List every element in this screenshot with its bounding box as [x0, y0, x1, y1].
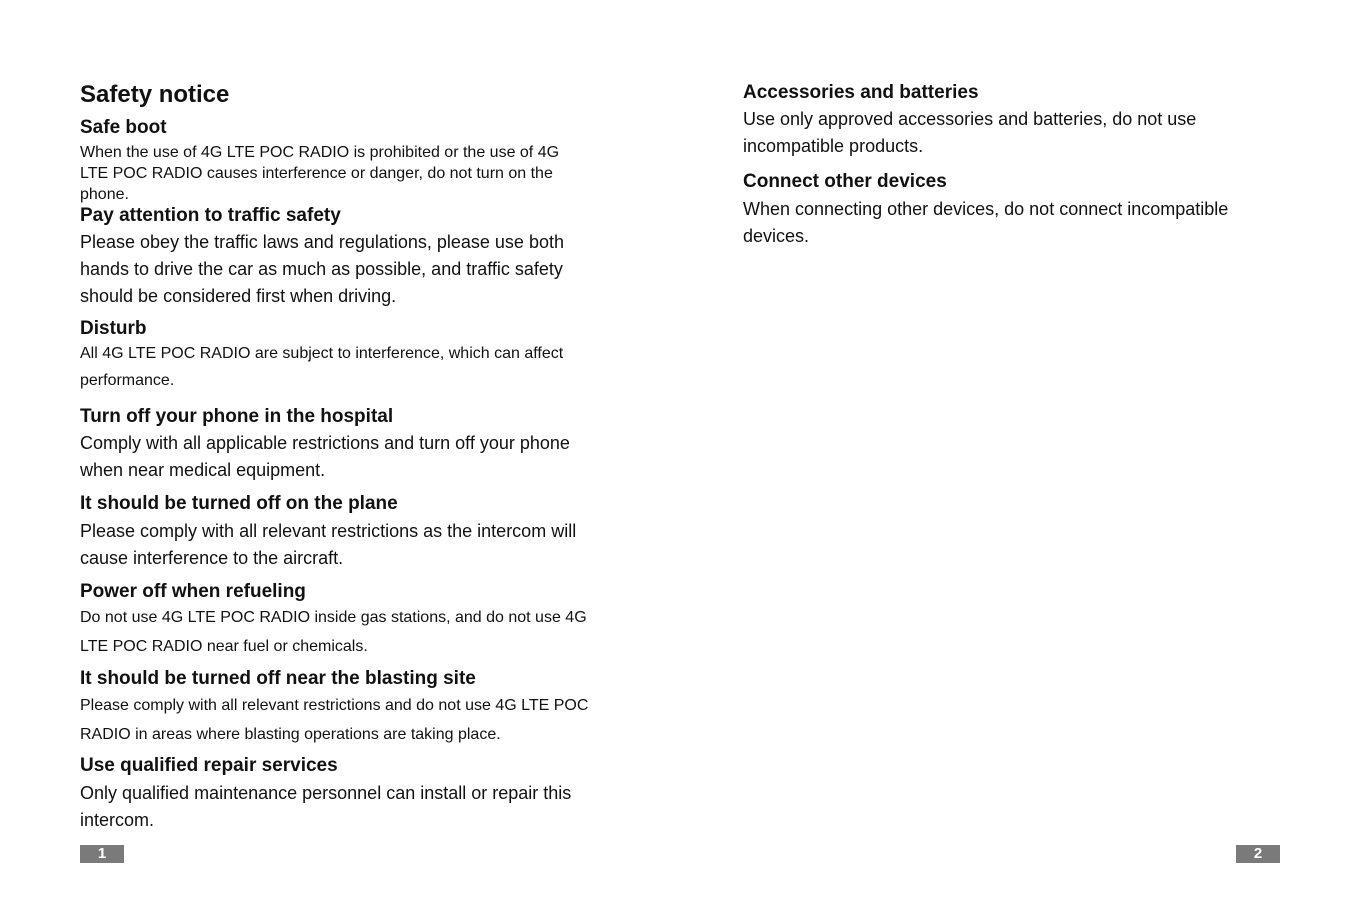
page-number: 1: [80, 845, 124, 863]
section-heading: Accessories and batteries: [743, 82, 979, 103]
section-body: Use only approved accessories and batteries, do not use incompatible products.: [743, 109, 1197, 156]
section-heading: Turn off your phone in the hospital: [80, 406, 394, 427]
section-body: Do not use 4G LTE POC RADIO inside gas stations, and do not use 4G LTE POC RADIO near fuel or chemicals.: [80, 609, 587, 655]
section-body: All 4G LTE POC RADIO are subject to interference, which can affect performance.: [80, 345, 564, 389]
section-body: When connecting other devices, do not connect incompatible devices.: [743, 199, 1229, 246]
section-body: When the use of 4G LTE POC RADIO is prohibited or the use of 4G LTE POC RADIO causes interference or danger, do not turn on the phone.: [80, 144, 560, 203]
section-heading: Safe boot: [80, 117, 167, 138]
section-heading: Use qualified repair services: [80, 755, 338, 776]
section-heading: Disturb: [80, 318, 147, 339]
page-title: Safety notice: [80, 81, 230, 108]
section-heading: Connect other devices: [743, 171, 947, 192]
section-heading: Power off when refueling: [80, 581, 306, 602]
page-number: 2: [1236, 845, 1280, 863]
section-body: Please comply with all relevant restrictions and do not use 4G LTE POC RADIO in areas where blasting operations are taking place.: [80, 697, 589, 743]
section-body: Please comply with all relevant restrictions as the intercom will cause interference to the aircraft.: [80, 521, 577, 568]
section-heading: It should be turned off on the plane: [80, 493, 398, 514]
section-body: Comply with all applicable restrictions and turn off your phone when near medical equipment.: [80, 433, 570, 480]
section-body: Only qualified maintenance personnel can install or repair this intercom.: [80, 783, 572, 830]
section-body: Please obey the traffic laws and regulations, please use both hands to drive the car as much as possible, and traffic safety should be considered first when driving.: [80, 232, 564, 306]
section-heading: It should be turned off near the blasting site: [80, 668, 476, 689]
section-heading: Pay attention to traffic safety: [80, 205, 341, 226]
